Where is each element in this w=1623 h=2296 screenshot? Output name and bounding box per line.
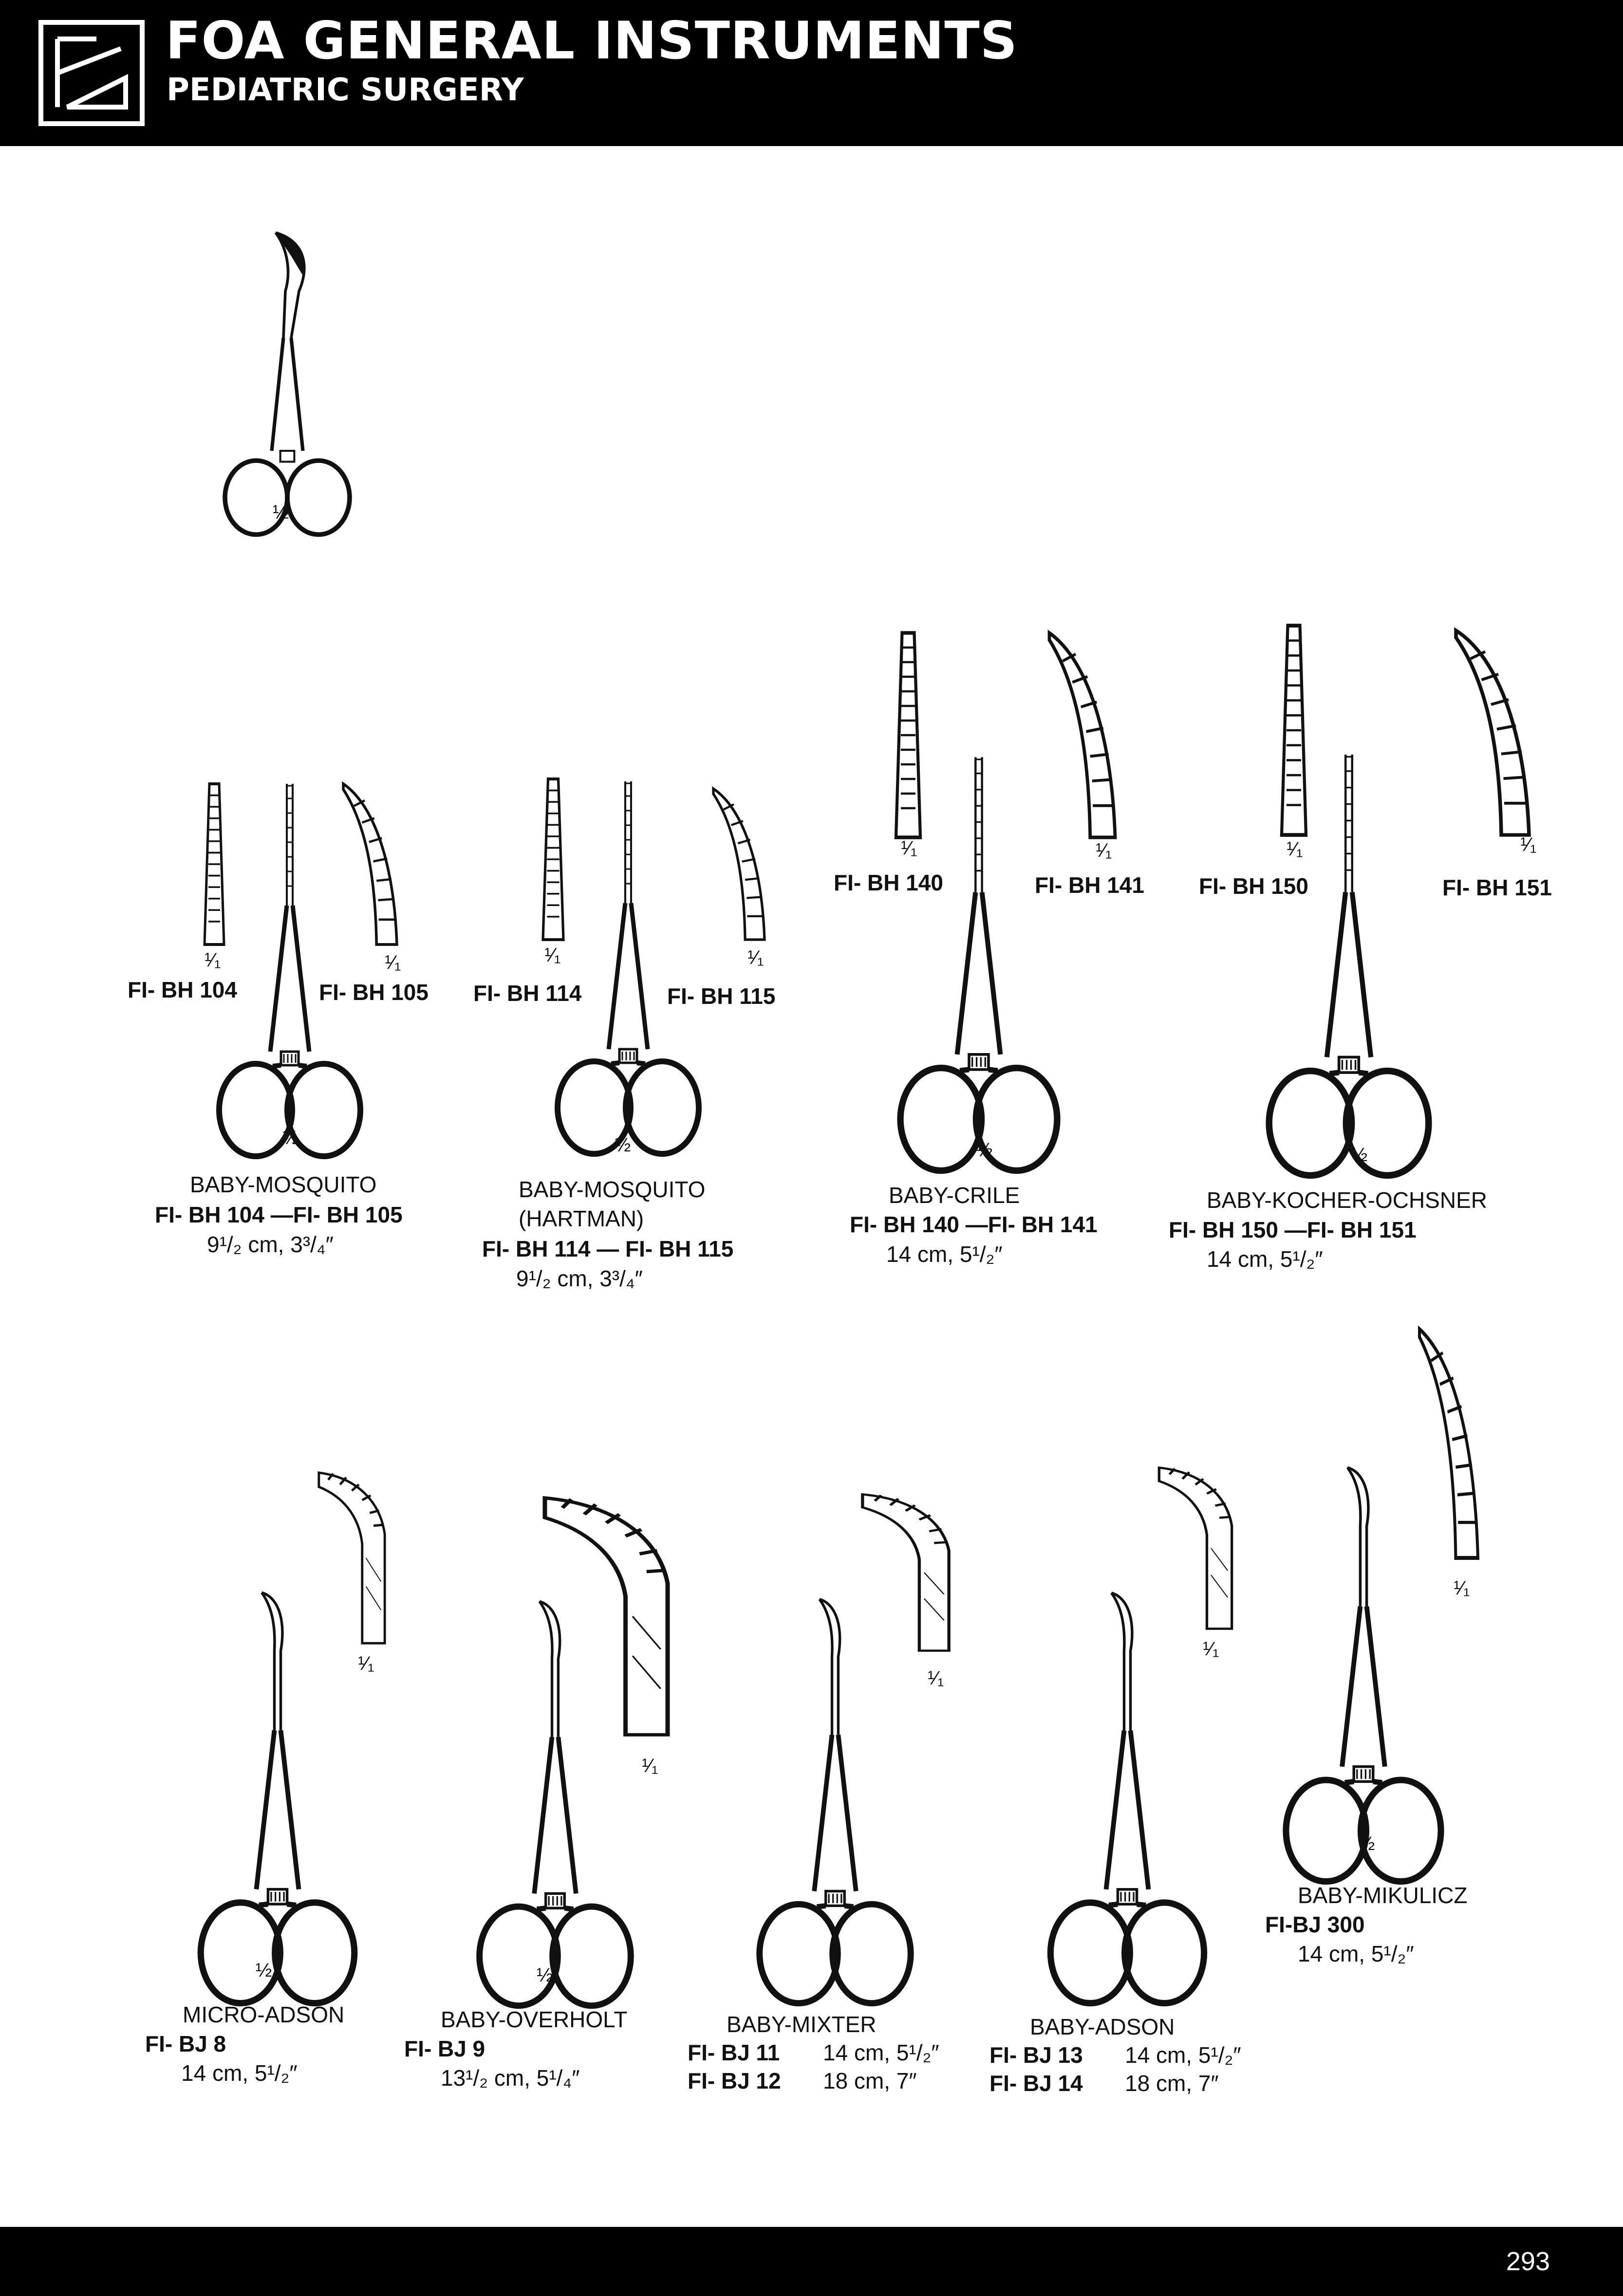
scale-label: ¹⁄₁ bbox=[747, 947, 764, 968]
instrument-name: MICRO-ADSON bbox=[183, 2002, 345, 2027]
product-code: FI- BH 141 bbox=[1035, 872, 1144, 898]
product-code: FI- BH 104 bbox=[128, 977, 237, 1002]
scale-label: ¹⁄₁ bbox=[358, 1653, 374, 1674]
jaw-detail-image bbox=[1456, 630, 1529, 835]
product-code-range: FI- BH 140 —FI- BH 141 bbox=[850, 1212, 1098, 1237]
page-footer bbox=[0, 2227, 1623, 2296]
instrument-image bbox=[1208, 628, 1490, 1178]
product-code: FI- BJ 9 bbox=[404, 2036, 485, 2061]
product-code: FI- BH 114 bbox=[473, 981, 582, 1006]
scale-label: ½ bbox=[282, 1127, 299, 1148]
scale-label: ¹⁄₁ bbox=[642, 1755, 658, 1777]
jaw-detail-image bbox=[1419, 1329, 1478, 1558]
scale-label: ¹⁄₁ bbox=[1287, 838, 1303, 860]
jaw-detail-image bbox=[859, 1492, 952, 1653]
product-code-range: FI- BH 114 — FI- BH 115 bbox=[482, 1236, 734, 1261]
product-code: FI- BJ 11 bbox=[688, 2040, 780, 2065]
scale-label: ½ bbox=[615, 1134, 631, 1156]
product-code-range: FI- BH 104 —FI- BH 105 bbox=[155, 1202, 403, 1227]
instrument-size: 14 cm, 5¹/₂″ bbox=[823, 2040, 939, 2065]
foa-logo-icon bbox=[38, 19, 145, 127]
instrument-size: 13¹/₂ cm, 5¹/₄″ bbox=[441, 2065, 580, 2091]
instrument-size: 18 cm, 7″ bbox=[1125, 2071, 1219, 2096]
jaw-detail-image bbox=[713, 789, 765, 940]
jaw-detail-image bbox=[543, 779, 563, 940]
scale-label: ¹⁄₁ bbox=[544, 944, 561, 966]
jaw-detail-image bbox=[317, 1470, 387, 1646]
scale-label: ½ bbox=[273, 501, 289, 523]
scale-label: ¹⁄₁ bbox=[928, 1667, 944, 1689]
product-code: FI- BJ 8 bbox=[145, 2031, 226, 2056]
instrument-name: BABY-MOSQUITO bbox=[190, 1172, 377, 1197]
catalog-title: FOA GENERAL INSTRUMENTS bbox=[166, 11, 1018, 71]
instrument-size: 14 cm, 5¹/₂″ bbox=[1207, 1246, 1323, 1272]
instrument-size: 9¹/₂ cm, 3³/₄″ bbox=[516, 1266, 643, 1291]
product-code: FI- BH 115 bbox=[667, 983, 776, 1009]
product-code: FI-BJ 300 bbox=[1265, 1912, 1365, 1937]
product-code: FI- BH 105 bbox=[319, 980, 429, 1005]
instrument-name: BABY-MIXTER bbox=[727, 2012, 877, 2037]
scale-label: ¹⁄₁ bbox=[1203, 1638, 1219, 1660]
instrument-size: 14 cm, 5¹/₂″ bbox=[181, 2060, 298, 2086]
scale-label: ½ bbox=[976, 1139, 993, 1161]
jaw-detail-image bbox=[896, 633, 920, 837]
scale-label: ½ bbox=[256, 1960, 272, 1981]
product-code: FI- BH 140 bbox=[834, 870, 943, 895]
instrument-image bbox=[185, 229, 390, 540]
page-number: 293 bbox=[1506, 2247, 1550, 2276]
scale-label: ¹⁄₁ bbox=[1096, 840, 1112, 861]
instrument-name: BABY-MIKULICZ bbox=[1298, 1883, 1468, 1908]
product-code: FI- BH 150 bbox=[1199, 873, 1308, 899]
scale-label: ½ bbox=[1359, 1833, 1375, 1854]
scale-label: ¹⁄₁ bbox=[205, 949, 221, 971]
instrument-size: 9¹/₂ cm, 3³/₄″ bbox=[207, 1232, 334, 1257]
jaw-detail-image bbox=[1049, 633, 1115, 837]
product-code: FI- BH 151 bbox=[1442, 875, 1552, 900]
instrument-name: BABY-CRILE bbox=[889, 1183, 1020, 1208]
product-code: FI- BJ 14 bbox=[989, 2071, 1083, 2096]
instrument-size: 18 cm, 7″ bbox=[823, 2068, 917, 2093]
scale-label: ½ bbox=[537, 1964, 553, 1986]
jaw-detail-image bbox=[343, 784, 397, 944]
scale-label: ½ bbox=[1351, 1144, 1368, 1166]
instrument-size: 14 cm, 5¹/₂″ bbox=[1125, 2042, 1241, 2068]
product-code-range: FI- BH 150 —FI- BH 151 bbox=[1169, 1217, 1417, 1242]
instrument-name: BABY-ADSON bbox=[1030, 2014, 1175, 2039]
instrument-size: 14 cm, 5¹/₂″ bbox=[886, 1241, 1003, 1267]
instrument-name-note: (HARTMAN) bbox=[519, 1206, 644, 1231]
catalog-subtitle: PEDIATRIC SURGERY bbox=[167, 72, 524, 108]
scale-label: ¹⁄₁ bbox=[1520, 834, 1537, 855]
jaw-detail-image bbox=[205, 784, 224, 944]
scale-label: ¹⁄₁ bbox=[385, 952, 401, 973]
instrument-name: BABY-OVERHOLT bbox=[441, 2007, 628, 2032]
instrument-size: 14 cm, 5¹/₂″ bbox=[1298, 1941, 1414, 1966]
instrument-name: BABY-MOSQUITO bbox=[519, 1177, 706, 1202]
instrument-name: BABY-KOCHER-OCHSNER bbox=[1207, 1187, 1487, 1213]
jaw-detail-image bbox=[1282, 626, 1306, 835]
product-code: FI- BJ 12 bbox=[688, 2068, 781, 2093]
scale-label: ¹⁄₁ bbox=[901, 837, 917, 859]
jaw-detail-image bbox=[541, 1495, 672, 1738]
page-header bbox=[0, 0, 1623, 146]
product-code: FI- BJ 13 bbox=[989, 2042, 1083, 2068]
scale-label: ¹⁄₁ bbox=[1454, 1577, 1470, 1599]
